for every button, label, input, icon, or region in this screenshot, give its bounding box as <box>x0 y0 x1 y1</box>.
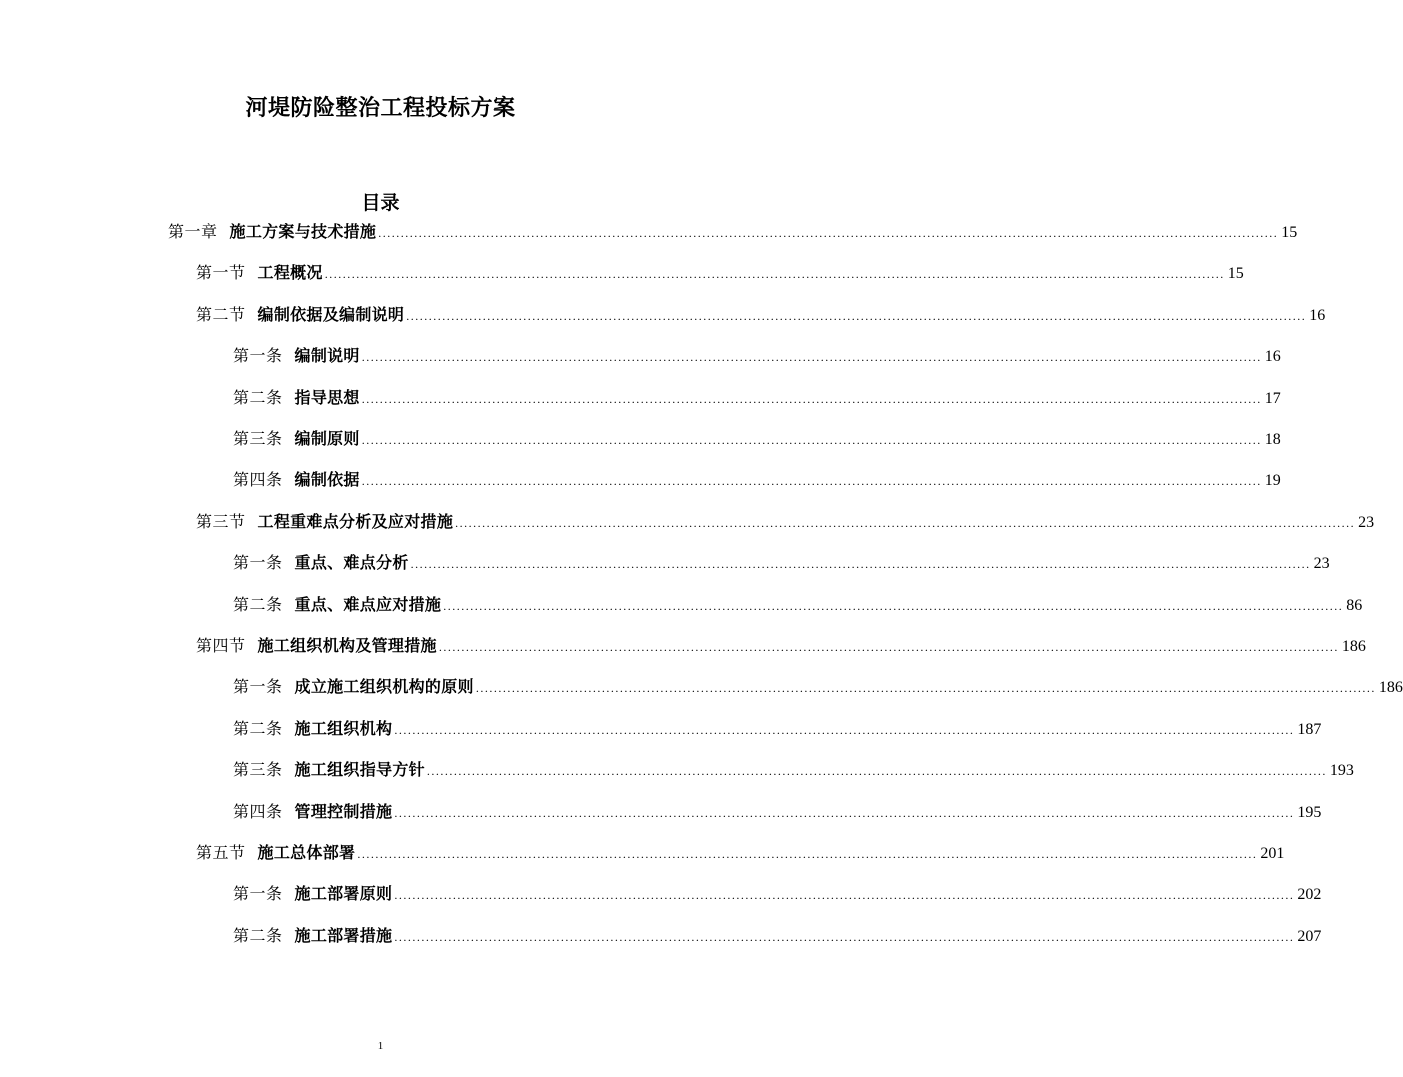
toc-entry-title: 施工组织指导方针 <box>294 760 425 779</box>
toc-entry-page: 16 <box>1309 307 1326 324</box>
toc-entry[interactable] <box>233 757 1354 783</box>
toc-entry-title: 重点、难点应对措施 <box>294 595 442 614</box>
toc-entry[interactable] <box>168 219 1298 245</box>
toc-heading: 目录 <box>361 192 400 214</box>
toc-entry-page: 18 <box>1264 431 1281 448</box>
document-title: 河堤防险整治工程投标方案 <box>245 96 516 121</box>
toc-entry-page: 23 <box>1358 514 1375 531</box>
toc-entry-number: 第三条 <box>233 760 283 779</box>
toc-entry-number: 第二条 <box>233 926 283 945</box>
toc-entry[interactable] <box>233 550 1330 576</box>
toc-entry-title: 成立施工组织机构的原则 <box>294 677 474 696</box>
toc-entry-title: 施工部署原则 <box>294 884 393 903</box>
toc-entry-number: 第四节 <box>196 636 246 655</box>
toc-entry-page: 186 <box>1378 679 1403 696</box>
toc-entry[interactable] <box>233 674 1403 700</box>
toc-entry[interactable] <box>196 260 1244 286</box>
toc-dot-leader: ........................................................................................................................................................................................................ <box>394 806 1295 820</box>
toc-dot-leader: ........................................................................................................................................................................................................ <box>361 474 1262 488</box>
toc-entry-title: 施工总体部署 <box>257 843 356 862</box>
toc-entry[interactable] <box>196 633 1366 659</box>
toc-entry[interactable] <box>233 881 1322 907</box>
toc-entry-page: 17 <box>1264 390 1281 407</box>
toc-entry[interactable] <box>233 426 1281 452</box>
toc-entry[interactable] <box>233 716 1322 742</box>
toc-entry-number: 第一条 <box>233 677 283 696</box>
toc-entry-title: 工程概况 <box>257 263 323 282</box>
toc-entry-page: 202 <box>1297 886 1322 903</box>
toc-entry-title: 指导思想 <box>294 388 360 407</box>
toc-entry[interactable] <box>233 923 1322 949</box>
toc-entry-title: 施工组织机构及管理措施 <box>257 636 437 655</box>
toc-entry[interactable] <box>196 302 1326 328</box>
toc-entry-page: 86 <box>1346 597 1363 614</box>
toc-entry-title: 编制依据 <box>294 470 360 489</box>
toc-entry-number: 第一节 <box>196 263 246 282</box>
toc-dot-leader: ........................................................................................................................................................................................................ <box>361 433 1262 447</box>
toc-dot-leader: ........................................................................................................................................................................................................ <box>361 392 1262 406</box>
toc-entry-page: 23 <box>1313 555 1330 572</box>
toc-dot-leader: ........................................................................................................................................................................................................ <box>394 888 1295 902</box>
toc-entry-title: 编制原则 <box>294 429 360 448</box>
toc-entry-number: 第一条 <box>233 553 283 572</box>
toc-dot-leader: ........................................................................................................................................................................................................ <box>378 226 1279 240</box>
toc-entry-page: 186 <box>1341 638 1366 655</box>
toc-entry-title: 工程重难点分析及应对措施 <box>257 512 454 531</box>
toc-entry-page: 15 <box>1281 224 1298 241</box>
toc-entry[interactable] <box>233 343 1281 369</box>
toc-entry-page: 19 <box>1264 472 1281 489</box>
toc-dot-leader: ........................................................................................................................................................................................................ <box>475 681 1376 695</box>
page-number: 1 <box>377 1040 384 1052</box>
toc-dot-leader: ........................................................................................................................................................................................................ <box>394 723 1295 737</box>
toc-entry-number: 第二节 <box>196 305 246 324</box>
toc-entry-page: 15 <box>1227 265 1244 282</box>
toc-dot-leader: ........................................................................................................................................................................................................ <box>406 309 1307 323</box>
toc-entry[interactable] <box>233 467 1281 493</box>
toc-dot-leader: ........................................................................................................................................................................................................ <box>410 557 1311 571</box>
toc-entry-title: 管理控制措施 <box>294 802 393 821</box>
toc-entry-number: 第一章 <box>168 222 218 241</box>
toc-entry-page: 195 <box>1297 804 1322 821</box>
toc-entry-page: 16 <box>1264 348 1281 365</box>
toc-dot-leader: ........................................................................................................................................................................................................ <box>443 599 1344 613</box>
toc-entry-page: 207 <box>1297 928 1322 945</box>
toc-entry-number: 第二条 <box>233 719 283 738</box>
toc-entry-page: 187 <box>1297 721 1322 738</box>
toc-entry-number: 第五节 <box>196 843 246 862</box>
toc-entry[interactable] <box>233 385 1281 411</box>
toc-dot-leader: ........................................................................................................................................................................................................ <box>361 350 1262 364</box>
toc-entry-number: 第一条 <box>233 884 283 903</box>
toc-dot-leader: ........................................................................................................................................................................................................ <box>324 267 1225 281</box>
toc-entry[interactable] <box>233 799 1322 825</box>
toc-entry-title: 重点、难点分析 <box>294 553 409 572</box>
toc-entry[interactable] <box>233 592 1363 618</box>
toc-entry-number: 第二条 <box>233 595 283 614</box>
toc-entry[interactable] <box>196 840 1285 866</box>
toc-dot-leader: ........................................................................................................................................................................................................ <box>438 640 1339 654</box>
toc-entry-number: 第二条 <box>233 388 283 407</box>
toc-entry-number: 第四条 <box>233 802 283 821</box>
toc-entry-number: 第三节 <box>196 512 246 531</box>
toc-entry-page: 201 <box>1260 845 1285 862</box>
toc-dot-leader: ........................................................................................................................................................................................................ <box>455 516 1356 530</box>
toc-dot-leader: ........................................................................................................................................................................................................ <box>357 847 1258 861</box>
toc-dot-leader: ........................................................................................................................................................................................................ <box>426 764 1327 778</box>
toc-entry-number: 第三条 <box>233 429 283 448</box>
toc-entry-number: 第一条 <box>233 346 283 365</box>
toc-entry-title: 编制说明 <box>294 346 360 365</box>
toc-entry-title: 施工部署措施 <box>294 926 393 945</box>
toc-entry-page: 193 <box>1329 762 1354 779</box>
toc-entry-title: 施工方案与技术措施 <box>229 222 377 241</box>
toc-entry-number: 第四条 <box>233 470 283 489</box>
toc-entry-title: 编制依据及编制说明 <box>257 305 405 324</box>
toc-entry[interactable] <box>196 509 1375 535</box>
toc-entry-title: 施工组织机构 <box>294 719 393 738</box>
toc-dot-leader: ........................................................................................................................................................................................................ <box>394 930 1295 944</box>
